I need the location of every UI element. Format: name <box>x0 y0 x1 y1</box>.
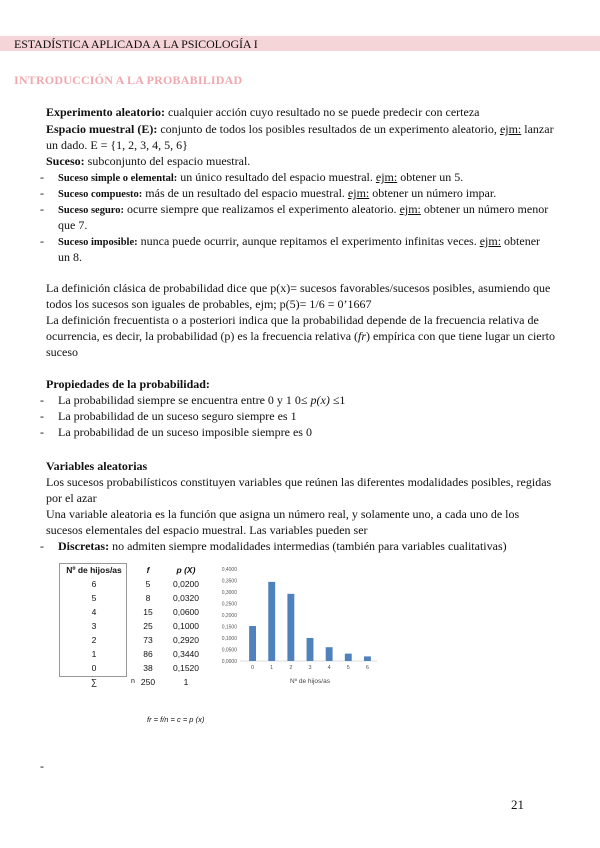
cell-hijos: 5 <box>91 593 97 603</box>
x-axis-label: Nº de hijos/as <box>290 678 330 685</box>
experimento-text: cualquier acción cuyo resultado no se puede predecir con certeza <box>164 105 480 119</box>
suceso-imposible-rest: obtener <box>501 234 541 248</box>
propiedad-rango <box>58 392 558 408</box>
page-number: 21 <box>511 797 524 812</box>
frecuentista-line3: suceso <box>46 345 78 359</box>
clasica-line1: La definición clásica de probabilidad dice que p(x)= sucesos favorables/sucesos posibles, asumiendo que <box>46 281 551 295</box>
propiedades-title-text: Propiedades de la probabilidad: <box>46 377 210 391</box>
variables-p1-line1: Los sucesos probabilísticos constituyen variables que reúnen las diferentes modalidades posibles, regidas <box>46 475 552 489</box>
suceso-simple-text: un único resultado del espacio muestral. <box>177 170 376 184</box>
cell-f: 8 <box>145 593 151 603</box>
total-f: 250 <box>140 677 156 687</box>
suceso-imposible-line2: un 8. <box>58 250 82 264</box>
suceso-compuesto-rest: obtener un número impar. <box>369 186 497 200</box>
y-tick-label: 0,4000 <box>221 567 237 573</box>
trailing-dash: - <box>40 759 44 773</box>
table-header-row <box>63 563 213 577</box>
table-row <box>63 647 213 661</box>
propiedad-rango-b: ≤1 <box>329 393 346 407</box>
table-total-row <box>63 675 213 689</box>
ejm-label: ejm: <box>399 202 421 216</box>
bar-6 <box>364 656 371 661</box>
cell-f: 25 <box>143 621 153 631</box>
ejm-label: ejm: <box>375 170 398 184</box>
cell-f: 38 <box>143 663 153 673</box>
x-tick-label: 4 <box>327 665 331 671</box>
header-px: p (X) <box>176 565 196 575</box>
suceso-simple-term: Suceso simple o elemental: <box>58 173 178 184</box>
suceso-compuesto-text: más de un resultado del espacio muestral. <box>142 186 348 200</box>
experimento-term: Experimento aleatorio: <box>46 105 165 119</box>
ejm-label: ejm: <box>479 234 502 248</box>
cell-px: 0,3440 <box>173 649 199 659</box>
bar-5 <box>345 654 352 661</box>
bullet-dash: - <box>40 186 44 200</box>
table-row <box>63 577 213 591</box>
suceso-imposible-term: Suceso imposible: <box>58 237 138 248</box>
espacio-ejm: ejm: <box>499 122 522 136</box>
espacio-text2: lanzar <box>521 122 554 136</box>
table-row <box>63 619 213 633</box>
propiedad-rango-a: La probabilidad siempre se encuentra entre 0 y 1 0≤ <box>58 393 311 407</box>
cell-hijos: 0 <box>91 663 97 673</box>
variables-p2-line1: Una variable aleatoria es la función que asigna un número real, y solamente uno, a cada uno de los <box>46 507 520 521</box>
bar-2 <box>287 594 294 661</box>
cell-f: 15 <box>143 607 153 617</box>
section-title: INTRODUCCIÓN A LA PROBABILIDAD <box>14 73 243 87</box>
cell-hijos: 2 <box>91 635 97 645</box>
bullet-dash: - <box>40 393 44 407</box>
formula: fr = f/n = c = p (x) <box>147 715 205 724</box>
cell-hijos: 1 <box>91 649 97 659</box>
total-symbol: ∑ <box>90 677 98 687</box>
frecuentista-text-b: ) empírica con que tiene lugar un cierto <box>366 329 555 343</box>
bullet-dash: - <box>40 234 44 248</box>
y-tick-label: 0,2500 <box>221 601 237 608</box>
propiedades-title <box>46 376 558 392</box>
cell-f: 5 <box>145 579 151 589</box>
x-tick-label: 1 <box>270 665 274 671</box>
discretas-text: no admiten siempre modalidades intermedias (también para variables cualitativas) <box>109 539 507 553</box>
cell-px: 0,0600 <box>173 607 199 617</box>
def-suceso <box>46 153 558 169</box>
suceso-term: Suceso: <box>46 154 85 168</box>
bar-0 <box>249 626 256 661</box>
x-tick-label: 6 <box>365 665 369 671</box>
cell-f: 86 <box>143 649 153 659</box>
cell-hijos: 4 <box>91 607 97 617</box>
bullet-dash: - <box>40 170 44 184</box>
cell-hijos: 3 <box>91 621 97 631</box>
table-row <box>63 605 213 619</box>
y-tick-label: 0,2000 <box>221 613 237 619</box>
bar-1 <box>268 582 275 661</box>
variables-title <box>46 458 558 474</box>
bullet-dash: - <box>40 409 44 423</box>
clasica-line2: todos los sucesos son iguales de probables, ejm; p(5)= 1/6 = 0’1667 <box>46 297 372 311</box>
suceso-seguro-rest: obtener un número menor <box>420 202 549 216</box>
x-tick-label: 5 <box>346 665 350 671</box>
discretas-item <box>58 538 558 554</box>
chart-svg <box>205 563 385 693</box>
x-tick-label: 0 <box>251 665 255 671</box>
bullet-dash: - <box>40 425 44 439</box>
bullet-dash: - <box>40 539 44 553</box>
variables-title-text: Variables aleatorias <box>46 459 148 473</box>
suceso-imposible-text: nunca puede ocurrir, aunque repitamos el experimento infinitas veces. <box>137 234 480 248</box>
espacio-term: Espacio muestral (E): <box>46 122 158 136</box>
frecuentista-line1: La definición frecuentista o a posteriori indica que la probabilidad depende de la frecuencia relativa de <box>46 313 539 327</box>
suceso-simple-rest: obtener un 5. <box>397 170 464 184</box>
suceso-compuesto-term: Suceso compuesto: <box>58 189 143 200</box>
def-espacio <box>46 121 566 137</box>
variables-p1-line2: por el azar <box>46 491 97 505</box>
table-row <box>63 591 213 605</box>
frecuentista-line2 <box>46 328 558 344</box>
bullet-dash: - <box>40 202 44 216</box>
course-title: ESTADÍSTICA APLICADA A LA PSICOLOGÍA I <box>14 37 258 51</box>
y-tick-label: 0,0000 <box>221 659 237 665</box>
suceso-seguro-term: Suceso seguro: <box>58 205 125 216</box>
discretas-term: Discretas: <box>58 539 110 553</box>
propiedad-seguro: La probabilidad de un suceso seguro siempre es 1 <box>58 409 297 423</box>
bar-4 <box>326 647 333 661</box>
cell-hijos: 6 <box>91 579 97 589</box>
cell-px: 0,0200 <box>173 579 199 589</box>
ejm-label: ejm: <box>347 186 370 200</box>
x-tick-label: 3 <box>308 665 312 671</box>
y-tick-label: 0,1500 <box>221 624 237 631</box>
probability-bar-chart <box>205 563 385 693</box>
suceso-seguro-text: ocurre siempre que realizamos el experimento aleatorio. <box>124 202 400 216</box>
table-row <box>63 661 213 675</box>
cell-px: 0,2920 <box>173 635 199 645</box>
y-tick-label: 0,3000 <box>221 590 237 596</box>
suceso-text: subconjunto del espacio muestral. <box>84 154 251 168</box>
suceso-seguro-line2: que 7. <box>58 218 88 232</box>
cell-f: 73 <box>143 635 153 645</box>
cell-px: 0,1520 <box>173 663 199 673</box>
header-f: f <box>146 565 150 575</box>
total-n: n <box>131 678 135 685</box>
header-hijos: Nº de hijos/as <box>66 565 122 575</box>
x-tick-label: 2 <box>289 665 293 671</box>
y-tick-label: 0,0500 <box>221 647 237 654</box>
propiedad-rango-math: p(x) <box>310 393 330 407</box>
variables-p2-line2: sucesos elementales del espacio muestral. Las variables pueden ser <box>46 523 368 537</box>
frecuentista-text-a: ocurrencia, es decir, la probabilidad (p) es la frecuencia relativa ( <box>46 329 359 343</box>
cell-px: 0,1000 <box>173 621 199 631</box>
fr-symbol: fr <box>358 329 367 343</box>
def-experimento <box>46 104 558 120</box>
total-p: 1 <box>183 677 189 687</box>
y-tick-label: 0,1000 <box>221 636 237 642</box>
cell-px: 0,0320 <box>173 593 199 603</box>
espacio-text: conjunto de todos los posibles resultados de un experimento aleatorio, <box>157 122 500 136</box>
table-row <box>63 633 213 647</box>
espacio-line2: un dado. E = {1, 2, 3, 4, 5, 6} <box>46 138 188 152</box>
propiedad-imposible: La probabilidad de un suceso imposible siempre es 0 <box>58 425 312 439</box>
bar-3 <box>307 638 314 661</box>
y-tick-label: 0,3500 <box>221 578 237 585</box>
